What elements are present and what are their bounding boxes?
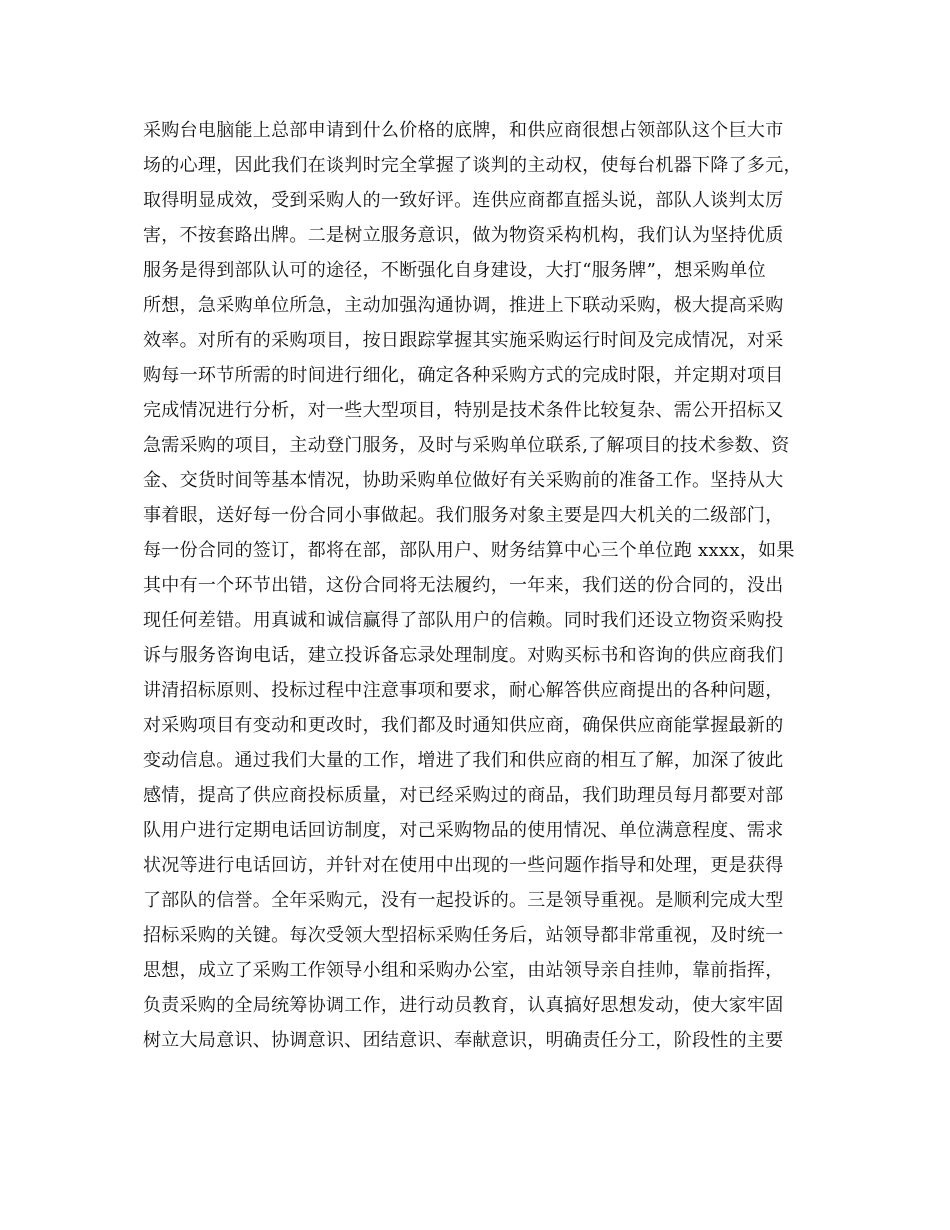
text-line: 每一份合同的签订，都将在部，部队用户、财务结算中心三个单位跑 xxxx，如果 [143,540,795,561]
text-line: 了部队的信誉。全年采购元，没有一起投诉的。三是领导重视。是顺利完成大型 [143,890,784,911]
body-paragraph [143,113,823,1058]
text-line: 完成情况进行分析，对一些大型项目，特别是技术条件比较复杂、需公开招标又 [143,400,784,421]
text-line: 树立大局意识、协调意识、团结意识、奉献意识，明确责任分工，阶段性的主要 [143,1030,784,1051]
text-line: 现任何差错。用真诚和诚信赢得了部队用户的信赖。同时我们还设立物资采购投 [143,610,784,631]
text-line: 队用户进行定期电话回访制度，对己采购物品的使用情况、单位满意程度、需求 [143,820,784,841]
text-line: 害，不按套路出牌。二是树立服务意识，做为物资采构机构，我们认为坚持优质 [143,225,784,246]
text-line: 思想，成立了采购工作领导小组和采购办公室，由站领导亲自挂帅，靠前指挥， [143,960,784,981]
text-line: 效率。对所有的采购项目，按日跟踪掌握其实施采购运行时间及完成情况，对采 [143,330,784,351]
text-line: 事着眼，送好每一份合同小事做起。我们服务对象主要是四大机关的二级部门， [143,505,784,526]
text-line: 诉与服务咨询电话，建立投诉备忘录处理制度。对购买标书和咨询的供应商我们 [143,645,784,666]
text-line: 招标采购的关键。每次受领大型招标采购任务后，站领导都非常重视，及时统一 [143,925,784,946]
text-line: 金、交货时间等基本情况，协助采购单位做好有关采购前的准备工作。坚持从大 [143,470,784,491]
text-line: 急需采购的项目，主动登门服务，及时与采购单位联系,了解项目的技术参数、资 [143,435,790,456]
text-line: 取得明显成效，受到采购人的一致好评。连供应商都直摇头说，部队人谈判太厉 [143,190,784,211]
text-line: 其中有一个环节出错，这份合同将无法履约，一年来，我们送的份合同的，没出 [143,575,784,596]
text-line: 服务是得到部队认可的途径，不断强化自身建设，大打“服务牌”，想采购单位 [143,260,766,281]
text-line: 状况等进行电话回访，并针对在使用中出现的一些问题作指导和处理，更是获得 [143,855,784,876]
text-line: 购每一环节所需的时间进行细化，确定各种采购方式的完成时限，并定期对项目 [143,365,784,386]
text-line: 负责采购的全局统筹协调工作，进行动员教育，认真搞好思想发动，使大家牢固 [143,995,784,1016]
text-line: 变动信息。通过我们大量的工作，增进了我们和供应商的相互了解，加深了彼此 [143,750,784,771]
text-line: 采购台电脑能上总部申请到什么价格的底牌，和供应商很想占领部队这个巨大市 [143,120,784,141]
text-line: 场的心理，因此我们在谈判时完全掌握了谈判的主动权，使每台机器下降了多元， [143,155,802,176]
text-line: 对采购项目有变动和更改时，我们都及时通知供应商，确保供应商能掌握最新的 [143,715,784,736]
text-line: 所想，急采购单位所急，主动加强沟通协调，推进上下联动采购，极大提高采购 [143,295,784,316]
text-line: 感情，提高了供应商投标质量，对已经采购过的商品，我们助理员每月都要对部 [143,785,784,806]
text-line: 讲清招标原则、投标过程中注意事项和要求，耐心解答供应商提出的各种问题， [143,680,784,701]
